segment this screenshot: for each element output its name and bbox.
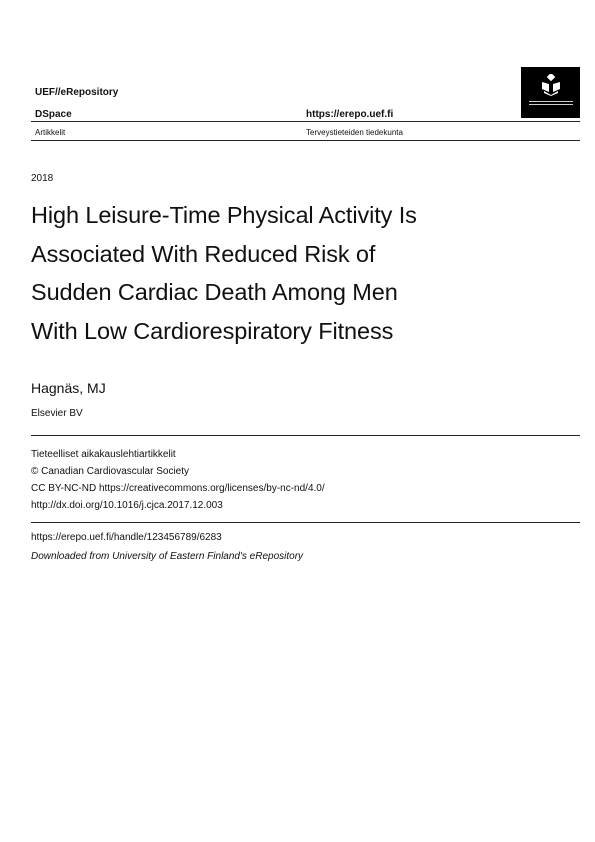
doi-link[interactable]: http://dx.doi.org/10.1016/j.cjca.2017.12.003 bbox=[31, 500, 223, 511]
footer-divider bbox=[31, 522, 580, 523]
copyright-notice: © Canadian Cardiovascular Society bbox=[31, 466, 190, 477]
author-name: Hagnäs, MJ bbox=[31, 380, 106, 396]
title-line: Sudden Cardiac Death Among Men bbox=[31, 279, 398, 305]
download-source-note: Downloaded from University of Eastern Finland's eRepository bbox=[31, 551, 304, 562]
handle-link[interactable]: https://erepo.uef.fi/handle/123456789/6283 bbox=[31, 532, 222, 543]
title-line: With Low Cardiorespiratory Fitness bbox=[31, 317, 394, 344]
metadata-divider bbox=[31, 435, 580, 436]
publication-year: 2018 bbox=[31, 173, 54, 184]
title-line: Associated With Reduced Risk of bbox=[31, 240, 376, 267]
publisher-name: Elsevier BV bbox=[31, 408, 83, 419]
title-line: High Leisure-Time Physical Activity Is bbox=[31, 202, 417, 228]
header-bottom-divider bbox=[31, 140, 580, 141]
uef-logo bbox=[521, 67, 580, 118]
uef-logo-icon bbox=[540, 74, 562, 96]
repository-url-link[interactable]: https://erepo.uef.fi bbox=[306, 109, 394, 120]
faculty-label: Terveystieteiden tiedekunta bbox=[306, 128, 403, 137]
repository-name: UEF//eRepository bbox=[35, 87, 119, 98]
publication-type: Tieteelliset aikakauslehtiartikkelit bbox=[31, 449, 176, 460]
header-divider bbox=[31, 121, 580, 122]
platform-label: DSpace bbox=[35, 109, 72, 120]
collection-label: Artikkelit bbox=[35, 128, 66, 137]
document-title bbox=[31, 196, 501, 350]
license-link[interactable]: CC BY-NC-ND https://creativecommons.org/licenses/by-nc-nd/4.0/ bbox=[31, 483, 325, 494]
metadata-block bbox=[31, 446, 325, 514]
logo-wordmark bbox=[529, 99, 573, 107]
